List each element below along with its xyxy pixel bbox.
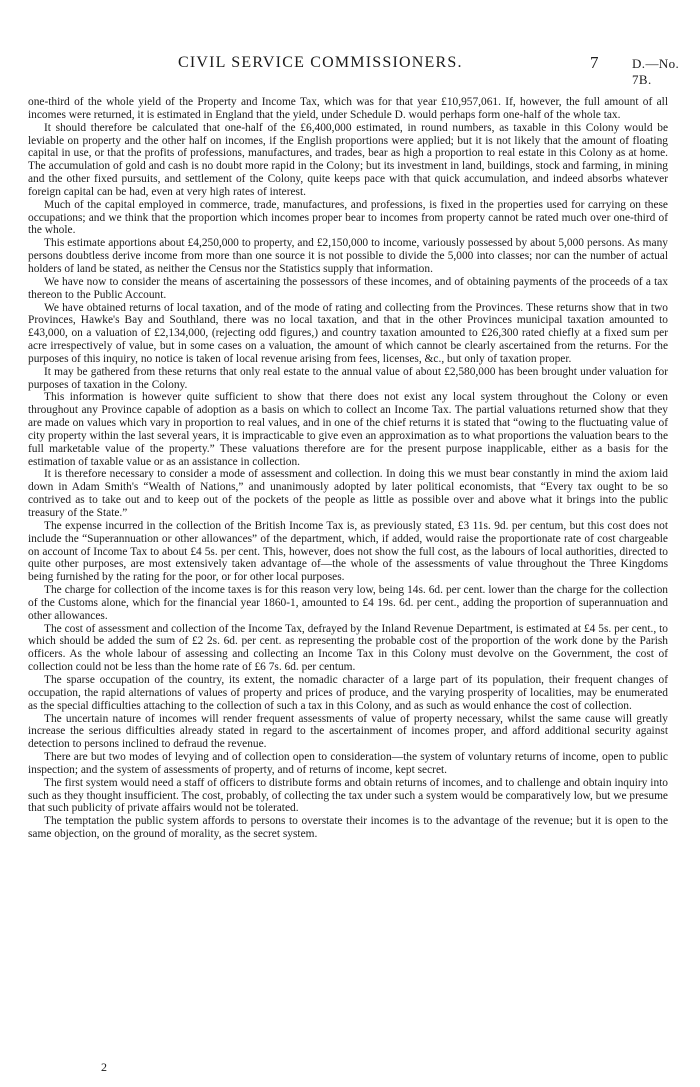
paragraph: The sparse occupation of the country, its extent, the nomadic character of a large part of its population, their frequent changes of occupation, the rapid alternations of values of property and prices of produce, and the varying prosperity of localities, may be enumerated as the special difficulties attaching to the collection of such a tax in this Colony, and as such as would enhance the cost of collection. [28, 673, 668, 712]
paragraph: This estimate apportions about £4,250,000 to property, and £2,150,000 to income, variously possessed by about 5,000 persons. As many persons doubtless derive income from more than one source it is not possible to divide the 5,000 into classes; nor can the number of actual holders of land be stated, as neither the Census nor the Statistics supply that information. [28, 237, 668, 275]
page-number: 7 [590, 53, 599, 72]
paragraph: It may be gathered from these returns that only real estate to the annual value of about £2,580,000 has been brought under valuation for purposes of taxation in the Colony. [28, 365, 668, 391]
paragraph: It should therefore be calculated that one-half of the £6,400,000 estimated, in round numbers, as taxable in this Colony would be leviable on property and the other half on incomes, if the English proportions were applied; but it is not likely that the amount of floating capital in use, or that the profits of professions, manufactures, and trades, bear as high a proportion to real estate in this Colony as at home. The accumulation of gold and cash is no doubt more rapid in the Colony; but its investment in land, buildings, stock and farming, in mining and the other fixed pursuits, and settlement of the Colony, quite keeps pace with that quick accumulation, and indeed absorbs whatever foreign capital can be had, even at very high rates of interest. [28, 121, 668, 198]
paragraph: It is therefore necessary to consider a mode of assessment and collection. In doing this we must bear constantly in mind the axiom laid down in Adam Smith's “Wealth of Nations,” and unanimously adopted by later political economists, that “Every tax ought to be so contrived as to take out and to keep out of the pockets of the people as little as possible over and above what it brings into the public treasury of the State.” [28, 468, 668, 519]
paragraph: The cost of assessment and collection of the Income Tax, defrayed by the Inland Revenue Department, is estimated at £4 5s. per cent., to which should be added the sum of £2 2s. 6d. per cent. as representing the probable cost of the proportion of the work done by the Parish officers. As the whole labour of assessing and collecting an Income Tax in this Colony must devolve on the Government, the cost of collection could not be less than the home rate of £6 7s. 6d. per centum. [28, 622, 668, 674]
body-text [28, 96, 668, 841]
paragraph: This information is however quite sufficient to show that there does not exist any local system throughout the Colony or even throughout any Province capable of adoption as a basis on which to collect an Income Tax. The partial valuations returned show that they are made on values which vary in proportion to real values, and in one of the chief returns it is stated that “owing to the fluctuating value of city property within the last several years, it is impracticable to give even an approximation as to what proportions the valuation bears to the full marketable value of the property.” These valuations therefore are for the present purpose inapplicable, either as a basis for the estimation of taxable value or as an assistance in collection. [28, 391, 668, 468]
paragraph: one-third of the whole yield of the Property and Income Tax, which was for that year £10,957,061. If, however, the full amount of all incomes were returned, it is estimated in England that the yield, under Schedule D. would perhaps form one-half of the whole tax. [28, 96, 668, 121]
document-reference: D.—No. 7B. [632, 56, 680, 87]
paragraph: We have now to consider the means of ascertaining the possessors of these incomes, and of obtaining payments of the proceeds of a tax thereon to the Public Account. [28, 275, 668, 301]
running-header [28, 53, 686, 87]
paragraph: The charge for collection of the income taxes is for this reason very low, being 14s. 6d. per cent. lower than the charge for the collection of the Customs alone, which for the financial year 1860-1, amounted to £4 19s. 6d. per cent., adding the proportion of superannuation and other allowances. [28, 584, 668, 622]
header-title: CIVIL SERVICE COMMISSIONERS. [178, 54, 463, 71]
paragraph: The temptation the public system affords to persons to overstate their incomes is to the advantage of the revenue; but it is open to the same objection, on the ground of morality, as the secret system. [28, 815, 668, 841]
paragraph: There are but two modes of levying and of collection open to consideration—the system of voluntary returns of income, open to public inspection; and the system of assessments of property, and of returns of income, kept secret. [28, 751, 668, 776]
signature-mark: 2 [101, 1060, 107, 1074]
paragraph: The first system would need a staff of officers to distribute forms and obtain returns of incomes, and to challenge and obtain inquiry into such as they thought insufficient. The cost, probably, of collecting the tax under such a system would be comparatively low, but we presume that such publicity of private affairs would not be tolerated. [28, 776, 668, 815]
paragraph: The expense incurred in the collection of the British Income Tax is, as previously stated, £3 11s. 9d. per centum, but this cost does not include the “Superannuation or other allowances” of the department, which, if added, would raise the proportionate rate of cost chargeable on account of Income Tax to about £4 5s. per cent. This, however, does not show the full cost, as the labours of local authorities, directed to quite other purposes, are most extensively taken advantage of—the whole of the assessments of value throughout the Three Kingdoms being furnished by the rating for the poor, or for other local purposes. [28, 519, 668, 584]
paragraph: Much of the capital employed in commerce, trade, manufactures, and professions, is fixed in the properties used for carrying on these occupations; and we think that the proportion which incomes proper bear to incomes from property cannot be rated much over one-third of the whole. [28, 198, 668, 237]
paragraph: We have obtained returns of local taxation, and of the mode of rating and collecting from the Provinces. These returns show that in two Provinces, Hawke's Bay and Southland, there was no local taxation, and that in the other Provinces municipal taxation amounted to £43,000, on a valuation of £2,134,000, (rejecting odd figures,) and country taxation amounted to £26,300 rated chiefly at a fixed sum per acre irrespectively of value, but in some cases on a valuation, the amount of which cannot be clearly ascertained from the returns. For the purposes of this inquiry, no notice is taken of local revenue arising from fees, licenses, &c., but only of taxation proper. [28, 301, 668, 365]
paragraph: The uncertain nature of incomes will render frequent assessments of value of property necessary, whilst the same cause will greatly increase the serious difficulties already stated in regard to the ascertainment of incomes proper, and afford additional security against detection to persons inclined to defraud the revenue. [28, 712, 668, 751]
